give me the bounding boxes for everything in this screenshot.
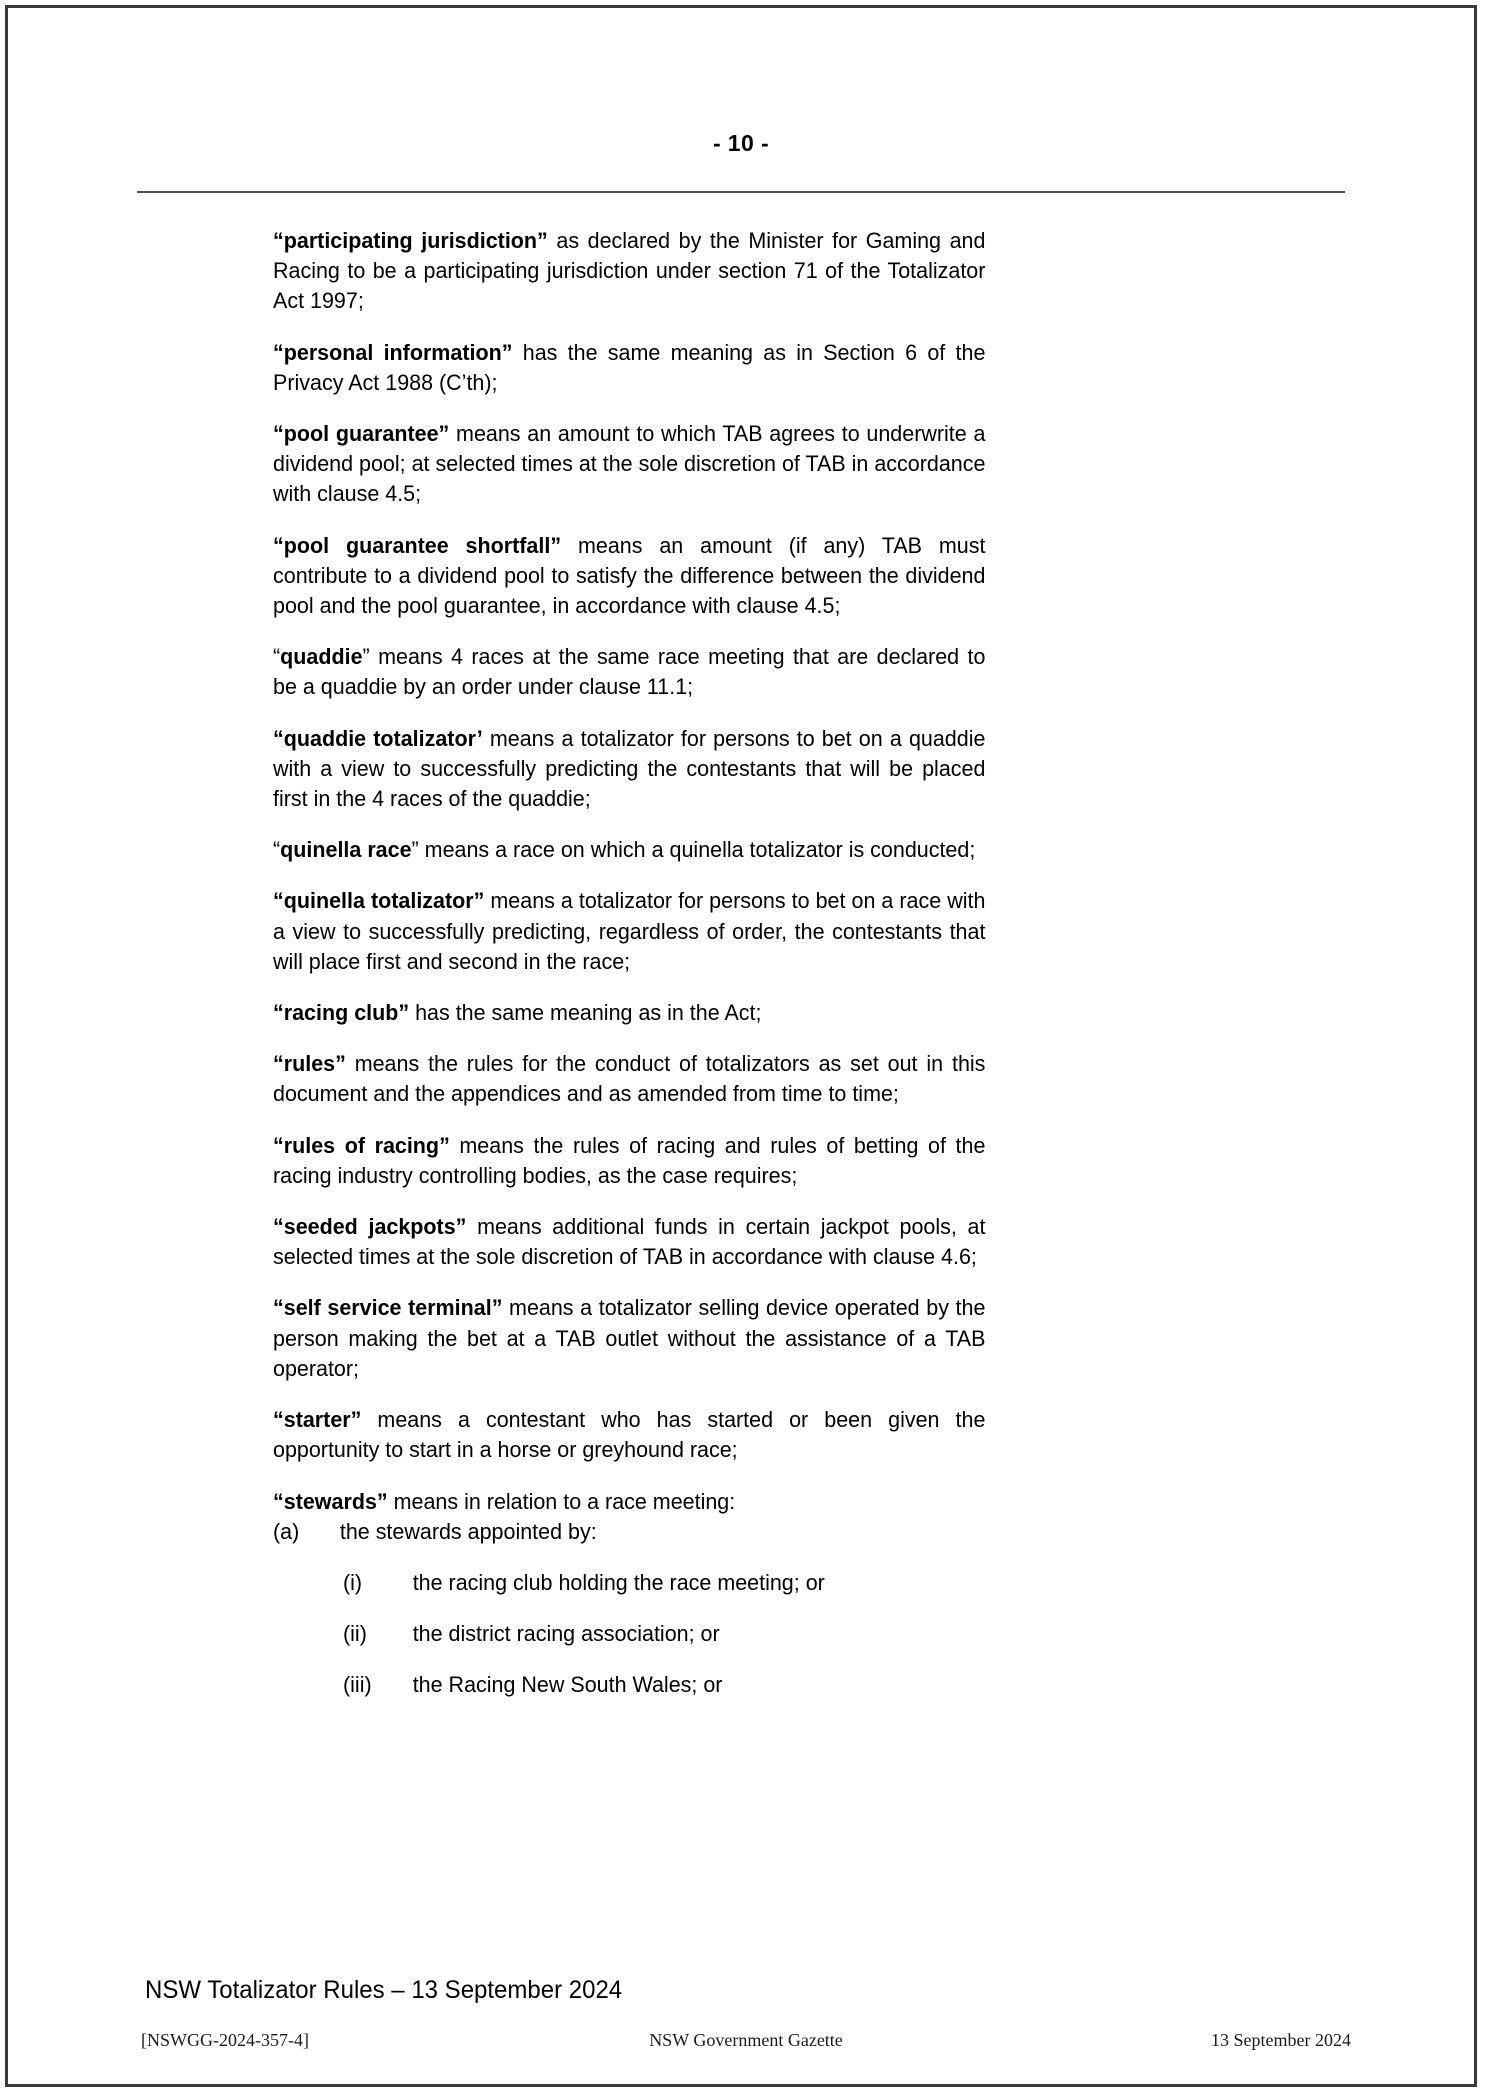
definition-text: means a race on which a quinella totalizator is conducted; (418, 837, 976, 863)
definition-paragraph (273, 724, 985, 815)
definition-close-quote: ” (550, 532, 562, 558)
definition-open-quote: “ (273, 421, 284, 447)
definition-open-quote: “ (273, 228, 284, 253)
header-divider (137, 191, 1345, 193)
definition-close-quote: ” (335, 1051, 346, 1077)
list-item-text: the Racing New South Wales; or (412, 1672, 723, 1698)
list-item-marker: (a) (273, 1518, 300, 1544)
definition-term: participating jurisdiction (283, 228, 538, 253)
footer-document-title: NSW Totalizator Rules – 13 September 2024 (145, 1976, 623, 2004)
definition-close-quote: ” (537, 228, 548, 253)
definition-paragraph (273, 886, 985, 977)
definition-paragraph (273, 1405, 985, 1465)
definition-close-quote: ” (473, 888, 485, 914)
definition-close-quote: ” (438, 421, 450, 447)
definition-text: means a totalizator for persons to bet on a race with a view to successfully predicting, regardless of order, the contestants that will place first and second in the race; (273, 888, 986, 974)
gazette-name: NSW Government Gazette (649, 2030, 843, 2050)
definition-open-quote: “ (273, 1488, 284, 1514)
definition-text: means an amount (if any) TAB must contribute to a dividend pool to satisfy the difference between the dividend pool and the pool guarantee, in accordance with clause 4.5; (273, 532, 986, 619)
definition-paragraph (273, 1131, 985, 1191)
list-item-text: the racing club holding the race meeting; or (412, 1569, 825, 1595)
definition-open-quote: “ (273, 339, 284, 365)
list-item (343, 1568, 989, 1598)
definition-close-quote: ” (491, 1295, 503, 1321)
list-item (273, 1517, 985, 1547)
definition-paragraph (273, 419, 985, 510)
page-frame (5, 5, 1477, 2087)
definition-close-quote: ” (411, 837, 419, 863)
definition-close-quote: ” (439, 1132, 450, 1158)
definition-term: quaddie totalizator (283, 725, 477, 751)
list-item-marker: (iii) (343, 1672, 372, 1698)
definition-text: means the rules of racing and rules of betting of the racing industry controlling bodies, as the case requires; (273, 1132, 986, 1188)
gazette-date: 13 September 2024 (1211, 2030, 1351, 2050)
definitions-list (273, 226, 986, 1722)
definition-term: racing club (283, 1000, 399, 1026)
definition-close-quote: ’ (476, 725, 483, 751)
definition-close-quote: ” (501, 339, 513, 365)
definition-close-quote: ” (398, 1000, 410, 1026)
definition-text: means a totalizator for persons to bet on a quaddie with a view to successfully predicting the contestants that will be placed first in the 4 races of the quaddie; (273, 725, 986, 812)
list-item-text: the district racing association; or (412, 1621, 720, 1647)
definition-open-quote: “ (273, 532, 284, 558)
definition-open-quote: “ (273, 837, 281, 863)
definition-open-quote: “ (273, 725, 284, 751)
definition-text: means in relation to a race meeting: (387, 1488, 736, 1514)
definition-close-quote: ” (376, 1488, 388, 1514)
page-content (8, 8, 1474, 2084)
definition-open-quote: “ (273, 1214, 284, 1240)
list-item-marker: (i) (343, 1569, 363, 1595)
definition-close-quote: ” (455, 1214, 467, 1240)
definition-term: quaddie (280, 644, 363, 670)
definition-text: as declared by the Minister for Gaming and Racing to be a participating jurisdiction under section 71 of the Totalizator Act 1997; (273, 228, 986, 314)
definition-term: personal information (283, 339, 502, 365)
definition-term: pool guarantee shortfall (283, 532, 551, 558)
list-item-marker: (ii) (343, 1621, 367, 1647)
definition-text: has the same meaning as in Section 6 of the Privacy Act 1988 (C’th); (273, 339, 986, 395)
definition-open-quote: “ (273, 888, 284, 914)
definition-term: seeded jackpots (283, 1214, 456, 1240)
definition-paragraphs (273, 226, 986, 1517)
definition-term: stewards (283, 1488, 377, 1514)
definition-term: pool guarantee (283, 421, 439, 447)
definition-open-quote: “ (273, 1000, 284, 1026)
definition-text: has the same meaning as in the Act; (409, 1000, 762, 1026)
definition-paragraph (273, 226, 985, 317)
definition-close-quote: ” (362, 644, 370, 670)
definition-term: self service terminal (283, 1295, 492, 1321)
definition-paragraph (273, 1293, 985, 1384)
definition-paragraph (273, 1049, 985, 1109)
definition-term: rules of racing (283, 1132, 440, 1158)
definition-text: means additional funds in certain jackpot pools, at selected times at the sole discretion of TAB in accordance with clause 4.6; (273, 1214, 986, 1270)
definition-paragraph (273, 998, 985, 1028)
definition-open-quote: “ (273, 1295, 284, 1321)
definition-term: quinella totalizator (283, 888, 474, 914)
definition-text: means 4 races at the same race meeting that are declared to be a quaddie by an order under clause 11.1; (273, 644, 986, 700)
definition-close-quote: ” (350, 1407, 362, 1433)
definition-open-quote: “ (273, 1407, 284, 1433)
definition-open-quote: “ (273, 644, 281, 670)
definition-term: rules (283, 1051, 336, 1077)
definition-text: means a contestant who has started or been given the opportunity to start in a horse or greyhound race; (273, 1407, 986, 1463)
definition-term: quinella race (280, 837, 412, 863)
list-item (343, 1670, 989, 1700)
definition-paragraph (273, 338, 985, 398)
page-number: - 10 - (712, 130, 770, 156)
definition-open-quote: “ (273, 1051, 284, 1077)
definition-paragraph (273, 1212, 985, 1272)
definition-text: means a totalizator selling device operated by the person making the bet at a TAB outlet without the assistance of a TAB operator; (273, 1295, 986, 1381)
enumerated-list (273, 1517, 986, 1701)
definition-paragraph (273, 1487, 985, 1517)
definition-text: means an amount to which TAB agrees to underwrite a dividend pool; at selected times at the sole discretion of TAB in accordance with clause 4.5; (273, 421, 986, 507)
definition-text: means the rules for the conduct of totalizators as set out in this document and the appendices and as amended from time to time; (273, 1051, 986, 1107)
definition-term: starter (283, 1407, 351, 1433)
definition-open-quote: “ (273, 1132, 284, 1158)
list-item-text: the stewards appointed by: (339, 1518, 597, 1544)
definition-paragraph (273, 835, 985, 865)
list-item (343, 1619, 989, 1649)
gazette-reference: [NSWGG-2024-357-4] (141, 2030, 309, 2050)
definition-paragraph (273, 642, 985, 702)
definition-paragraph (273, 531, 985, 622)
